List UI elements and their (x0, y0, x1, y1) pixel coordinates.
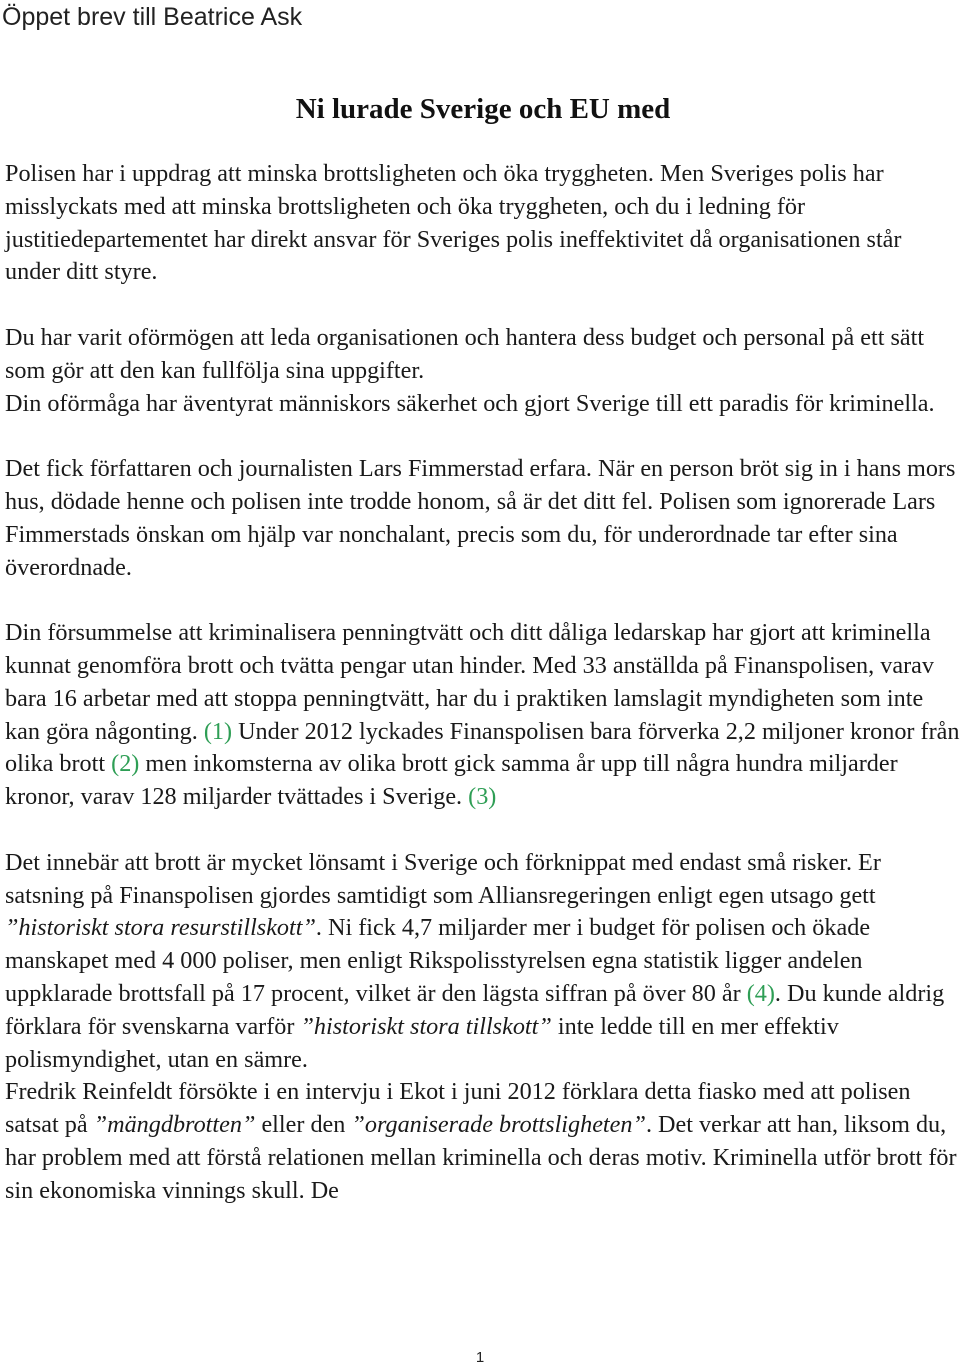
reference-link-4[interactable]: (4) (746, 979, 775, 1007)
quote-resurstillskott: ”historiskt stora resurstillskott” (5, 914, 316, 942)
paragraph-5-text-3: . Du kunde aldrig förklara för svenskarna varför (5, 979, 945, 1040)
paragraph-1: Polisen har i uppdrag att minska brottsligheten och öka tryggheten. Men Sveriges polis har misslyckats med att minska brottsligheten och öka tryggheten, och du i ledning för justitiedepartementet har direkt ansvar för Sveriges polis ineffektivitet då organisationen står under ditt styre. (5, 160, 902, 286)
paragraph-4-text-1: Din försummelse att kriminalisera penningtvätt och ditt dåliga ledarskap har gjort att kriminella kunnat genomföra brott och tvätta pengar utan hinder. Med 33 anställda på Finanspolisen, varav bara 16 arbetar med att stoppa penningtvätt, har du i praktiken lamslagit myndigheten som inte kan göra någonting. (5, 619, 934, 745)
paragraph-6-text-2: eller den (261, 1111, 346, 1139)
paragraph-2a: Du har varit oförmögen att leda organisationen och hantera dess budget och personal på ett sätt som gör att den kan fullfölja sina uppgifter. (5, 323, 925, 384)
paragraph-5-text-4: inte ledde till en mer effektiv polismyndighet, utan en sämre. (5, 1012, 839, 1073)
paragraph-5-text-2: . Ni fick 4,7 miljarder mer i budget för polisen och ökade manskapet med 4 000 poliser, men enligt Rikspolisstyrelsen egna statistik ligger andelen uppklarade brottsfall på 17 procent, vilket är den lägsta siffran på över 80 år (5, 914, 871, 1007)
paragraph-6 (5, 1076, 960, 1207)
quote-organiserade: ”organiserade brottsligheten” (351, 1111, 646, 1139)
paragraph-5 (5, 847, 960, 1077)
paragraph-4 (5, 617, 960, 814)
document-header-title: Öppet brev till Beatrice Ask (2, 3, 303, 31)
reference-link-3[interactable]: (3) (468, 783, 497, 811)
page-number: 1 (475, 1349, 485, 1366)
quote-tillskott: ”historiskt stora tillskott” (300, 1012, 552, 1040)
paragraph-4-text-3: men inkomsterna av olika brott gick samma år upp till några hundra miljarder kronor, varav 128 miljarder tvättades i Sverige. (5, 750, 898, 811)
paragraph-2b: Din oförmåga har äventyrat människors säkerhet och gjort Sverige till ett paradis för kriminella. (5, 389, 935, 417)
paragraph-5-text-1: Det innebär att brott är mycket lönsamt i Sverige och förknippat med endast små risker. Er satsning på Finanspolisen gjordes samtidigt som Alliansregeringen enligt egen utsago gett (5, 848, 881, 909)
letter-body (5, 158, 960, 1208)
paragraph-6-text-1: Fredrik Reinfeldt försökte i en intervju i Ekot i juni 2012 förklara detta fiasko med att polisen satsat på (5, 1078, 911, 1139)
paragraph-6-text-3: . Det verkar att han, liksom du, har problem med att förstå relationen mellan kriminella och deras motiv. Kriminella utför brott för sin ekonomiska vinnings skull. De (5, 1111, 957, 1204)
reference-link-1[interactable]: (1) (203, 717, 233, 745)
quote-mangdbrotten: ”mängdbrotten” (93, 1111, 256, 1139)
reference-link-2[interactable]: (2) (111, 750, 140, 778)
paragraph-4-text-2: Under 2012 lyckades Finanspolisen bara förverka 2,2 miljoner kronor från olika brott (5, 717, 960, 778)
letter-headline: Ni lurade Sverige och EU med (295, 93, 671, 125)
paragraph-3: Det fick författaren och journalisten Lars Fimmerstad erfara. När en person bröt sig in i hans mors hus, dödade henne och polisen inte trodde honom, så är det ditt fel. Polisen som ignorerade Lars Fimmerstads önskan om hjälp var nonchalant, precis som du, för underordnade tar efter sina överordnade. (5, 455, 956, 581)
